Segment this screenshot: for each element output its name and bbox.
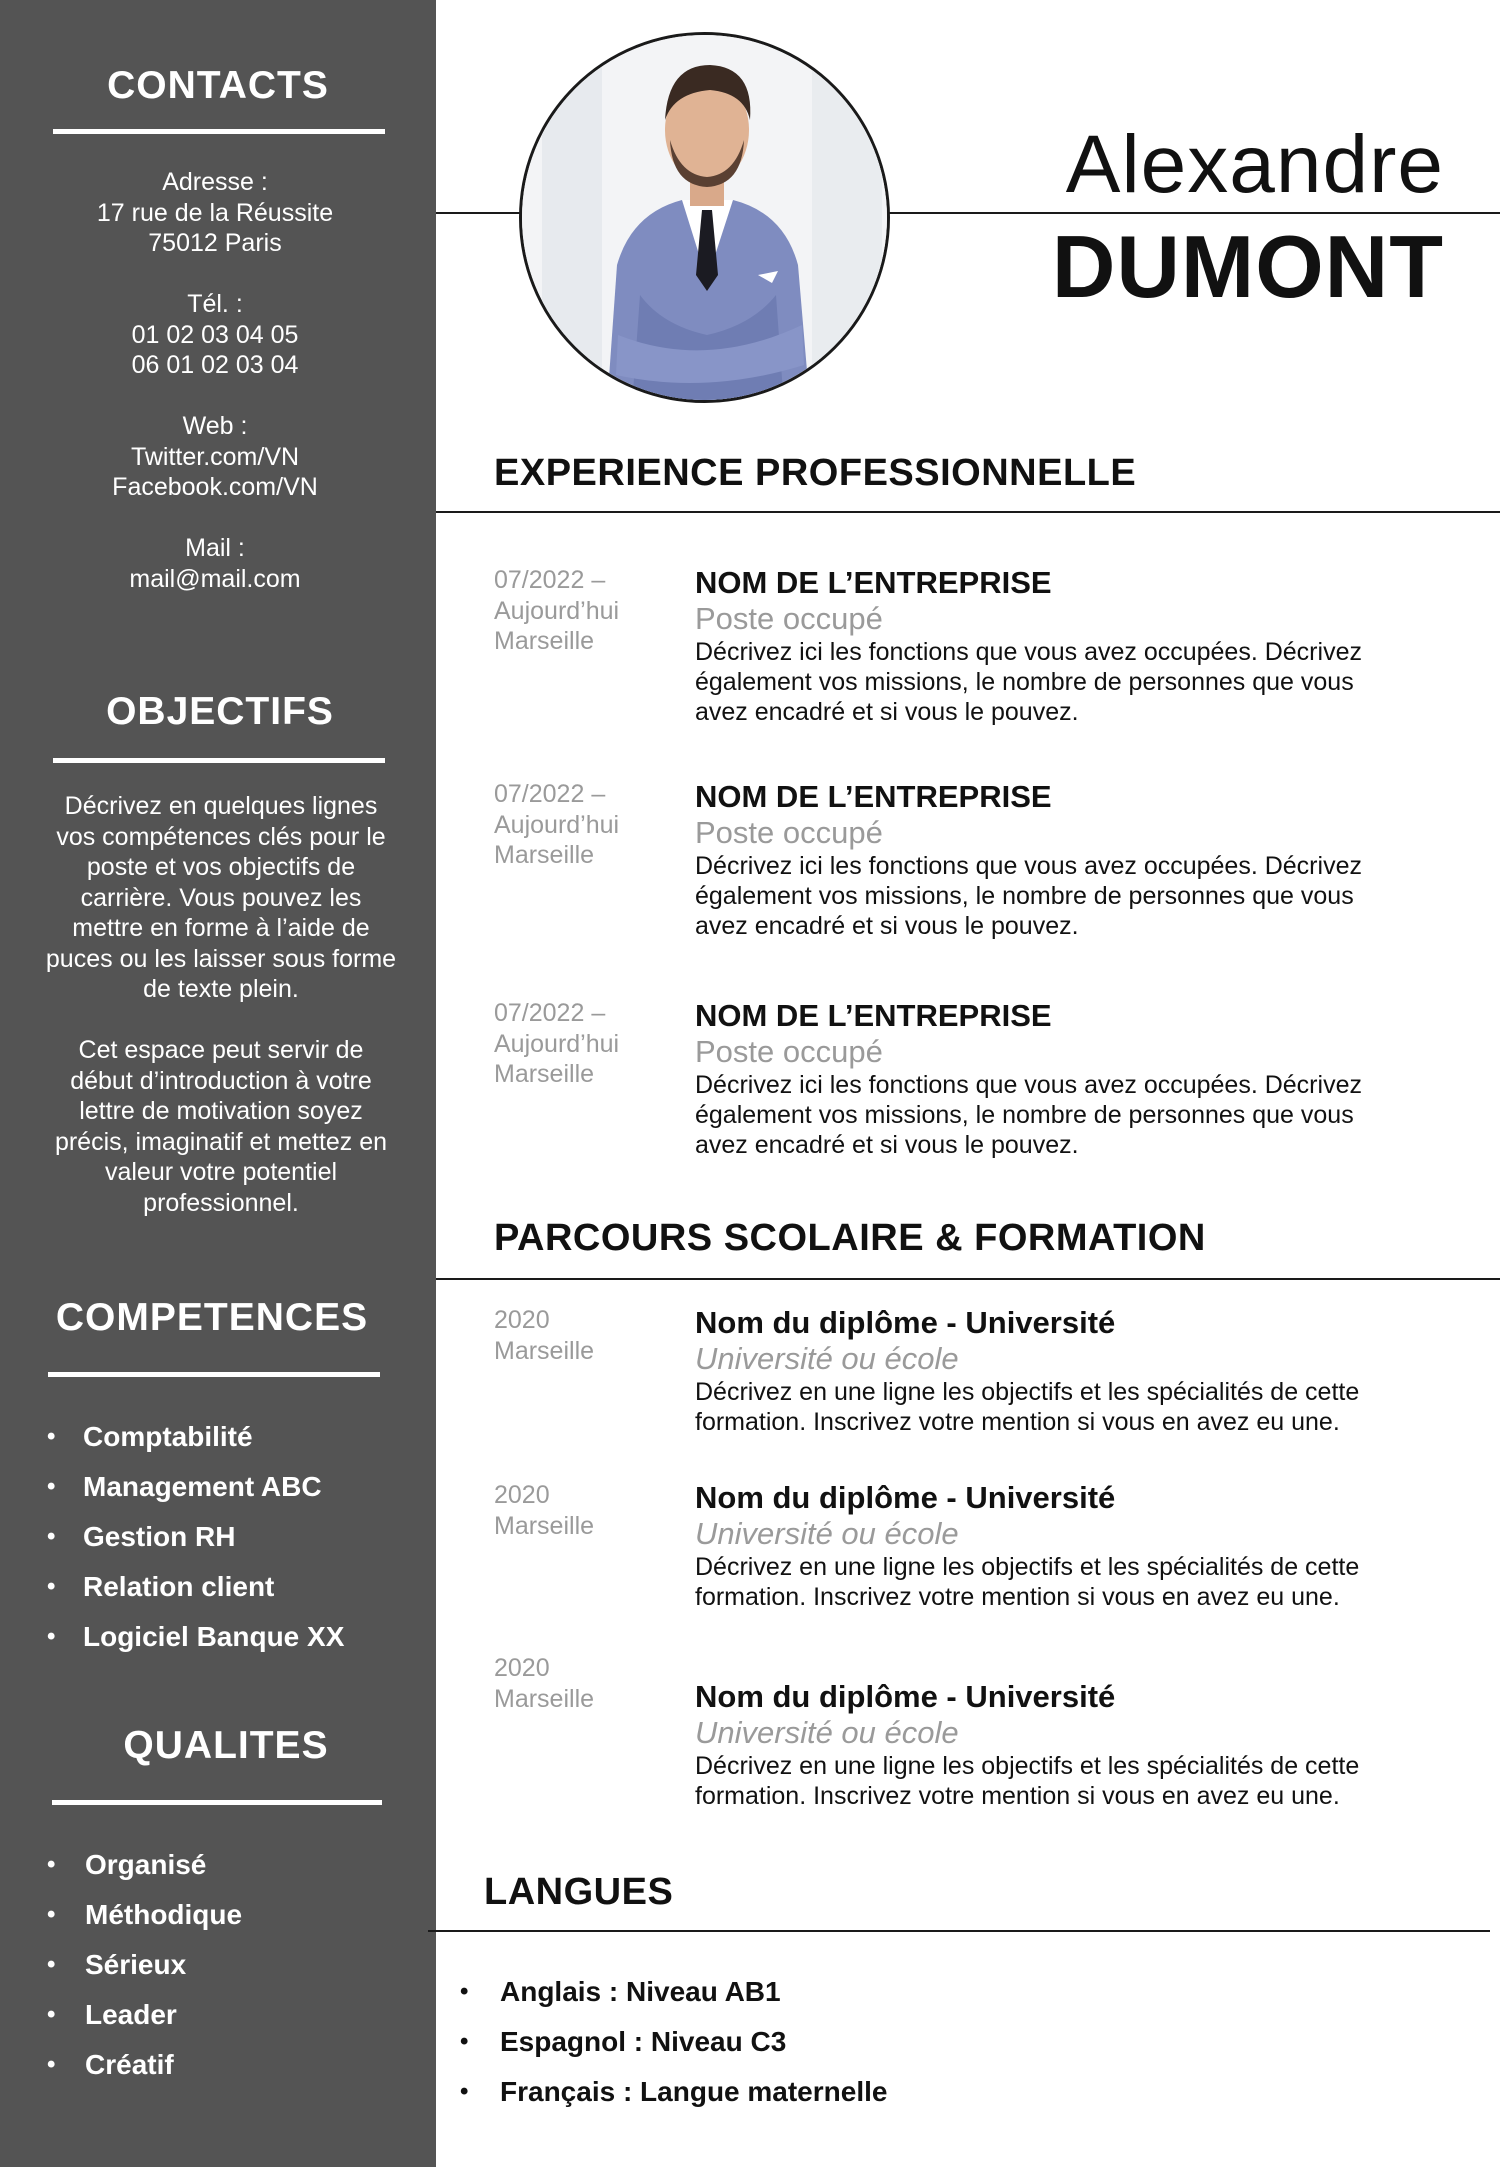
language-item: • Français : Langue maternelle (460, 2067, 887, 2117)
education-desc (695, 1751, 1455, 1811)
experience-city: Marseille (494, 1060, 595, 1088)
job-title: Poste occupé (695, 1034, 883, 1069)
desc-line: Décrivez ici les fonctions que vous avez occupées. Décrivez (695, 1071, 1362, 1099)
desc-line: Décrivez en une ligne les objectifs et les spécialités de cette (695, 1378, 1360, 1406)
objectives-p1 (3, 791, 439, 1005)
quality-item: • Créatif (47, 2040, 242, 2090)
skill-item: • Management ABC (47, 1462, 344, 1512)
contacts-rule (53, 129, 385, 134)
address-line2: 75012 Paris (148, 229, 282, 257)
desc-line: formation. Inscrivez votre mention si vous en avez eu une. (695, 1583, 1340, 1611)
address-line1: 17 rue de la Réussite (96, 198, 334, 227)
education-title: PARCOURS SCOLAIRE & FORMATION (494, 1217, 1206, 1259)
desc-line: avez encadré et si vous le pouvez. (695, 1131, 1079, 1159)
objectives-line: carrière. Vous pouvez les (80, 883, 362, 912)
experience-date: 07/2022 – (494, 566, 606, 594)
languages-rule (428, 1930, 1490, 1932)
objectives-block (3, 791, 439, 1218)
education-year: 2020 (494, 1481, 550, 1509)
language-item: • Espagnol : Niveau C3 (460, 2017, 887, 2067)
desc-line: Décrivez en une ligne les objectifs et les spécialités de cette (695, 1752, 1360, 1780)
experience-date-end: Aujourd’hui (494, 810, 620, 839)
degree-name: Nom du diplôme - Université (695, 1305, 1116, 1340)
tel-2: 06 01 02 03 04 (131, 351, 299, 379)
objectives-line: puces ou les laisser sous forme (45, 944, 397, 973)
web-1: Twitter.com/VN (130, 442, 300, 471)
company-name: NOM DE L’ENTREPRISE (695, 998, 1052, 1033)
objectives-line: Décrivez en quelques lignes (64, 792, 378, 820)
education-year: 2020 (494, 1654, 550, 1682)
desc-line: également vos missions, le nombre de personnes que vous (695, 668, 1354, 696)
desc-line: avez encadré et si vous le pouvez. (695, 698, 1079, 726)
school-name: Université ou école (695, 1715, 959, 1750)
experience-city: Marseille (494, 841, 595, 869)
experience-date-end: Aujourd’hui (494, 1029, 620, 1058)
skills-list (47, 1412, 344, 1662)
desc-line: avez encadré et si vous le pouvez. (695, 912, 1079, 940)
qualities-rule (52, 1800, 382, 1805)
header-line-left (436, 212, 521, 214)
mail: mail@mail.com (129, 564, 301, 593)
education-city: Marseille (494, 1336, 595, 1365)
objectives-line: précis, imaginatif et mettez en (54, 1127, 388, 1156)
experience-body (695, 779, 1455, 941)
skills-rule (48, 1372, 380, 1377)
web-2: Facebook.com/VN (112, 473, 318, 501)
company-name: NOM DE L’ENTREPRISE (695, 565, 1052, 600)
experience-date-end: Aujourd’hui (494, 596, 620, 625)
objectives-line: début d’introduction à votre (70, 1066, 372, 1095)
experience-desc (695, 637, 1455, 727)
skill-item: • Gestion RH (47, 1512, 344, 1562)
skill-item: • Logiciel Banque XX (47, 1612, 344, 1662)
objectives-line: poste et vos objectifs de (86, 853, 356, 881)
first-name: Alexandre (1065, 119, 1444, 210)
education-body (695, 1480, 1455, 1612)
contacts-title: CONTACTS (107, 64, 329, 107)
tel-1: 01 02 03 04 05 (131, 320, 299, 349)
desc-line: formation. Inscrivez votre mention si vous en avez eu une. (695, 1408, 1340, 1436)
experience-meta (494, 565, 684, 657)
company-name: NOM DE L’ENTREPRISE (695, 779, 1052, 814)
education-body (695, 1679, 1455, 1811)
experience-rule (436, 511, 1500, 513)
skill-item: • Comptabilité (47, 1412, 344, 1462)
languages-title: LANGUES (484, 1871, 674, 1913)
experience-body (695, 998, 1455, 1160)
experience-city: Marseille (494, 627, 595, 655)
objectives-line: Cet espace peut servir de (78, 1036, 364, 1064)
objectives-title: OBJECTIFS (106, 690, 334, 733)
last-name: DUMONT (1051, 217, 1444, 316)
desc-line: Décrivez ici les fonctions que vous avez occupées. Décrivez (695, 852, 1362, 880)
objectives-line: lettre de motivation soyez (79, 1097, 363, 1125)
school-name: Université ou école (695, 1516, 959, 1551)
objectives-line: valeur votre potentiel (104, 1158, 338, 1186)
address-label: Adresse : (162, 168, 268, 196)
quality-item: • Méthodique (47, 1890, 242, 1940)
education-year: 2020 (494, 1306, 550, 1334)
experience-date: 07/2022 – (494, 999, 606, 1027)
qualities-title: QUALITES (123, 1724, 329, 1767)
sidebar (0, 0, 436, 2167)
education-desc (695, 1552, 1455, 1612)
school-name: Université ou école (695, 1341, 959, 1376)
objectives-line: de texte plein. (143, 975, 299, 1003)
skills-title: COMPETENCES (55, 1296, 369, 1339)
experience-title: EXPERIENCE PROFESSIONNELLE (494, 452, 1137, 494)
quality-item: • Organisé (47, 1840, 242, 1890)
education-rule (436, 1278, 1500, 1280)
experience-meta (494, 779, 684, 871)
experience-desc (695, 851, 1455, 941)
experience-date: 07/2022 – (494, 780, 606, 808)
desc-line: également vos missions, le nombre de personnes que vous (695, 882, 1354, 910)
education-body (695, 1305, 1455, 1437)
degree-name: Nom du diplôme - Université (695, 1480, 1116, 1515)
desc-line: formation. Inscrivez votre mention si vous en avez eu une. (695, 1782, 1340, 1810)
mail-label: Mail : (185, 534, 245, 562)
education-city: Marseille (494, 1511, 595, 1540)
experience-meta (494, 998, 684, 1090)
profile-photo (519, 32, 890, 403)
education-meta (494, 1480, 684, 1541)
qualities-list (47, 1840, 242, 2090)
job-title: Poste occupé (695, 601, 883, 636)
objectives-line: vos compétences clés pour le (56, 822, 386, 851)
education-city: Marseille (494, 1684, 595, 1713)
degree-name: Nom du diplôme - Université (695, 1679, 1116, 1714)
header-line-right (888, 212, 1500, 214)
job-title: Poste occupé (695, 815, 883, 850)
experience-body (695, 565, 1455, 727)
desc-line: Décrivez en une ligne les objectifs et les spécialités de cette (695, 1553, 1360, 1581)
languages-list (460, 1967, 887, 2117)
objectives-p2 (3, 1035, 439, 1218)
desc-line: également vos missions, le nombre de personnes que vous (695, 1101, 1354, 1129)
quality-item: • Sérieux (47, 1940, 242, 1990)
skill-item: • Relation client (47, 1562, 344, 1612)
tel-label: Tél. : (187, 290, 243, 318)
objectives-line: professionnel. (143, 1188, 299, 1217)
quality-item: • Leader (47, 1990, 242, 2040)
contacts-block (0, 167, 433, 625)
objectives-line: mettre en forme à l’aide de (72, 914, 370, 942)
experience-desc (695, 1070, 1455, 1160)
education-meta (494, 1653, 684, 1714)
desc-line: Décrivez ici les fonctions que vous avez occupées. Décrivez (695, 638, 1362, 666)
education-meta (494, 1305, 684, 1366)
education-desc (695, 1377, 1455, 1437)
objectives-rule (53, 758, 385, 763)
person-portrait-icon (522, 35, 890, 403)
web-label: Web : (182, 412, 248, 440)
language-item: • Anglais : Niveau AB1 (460, 1967, 887, 2017)
